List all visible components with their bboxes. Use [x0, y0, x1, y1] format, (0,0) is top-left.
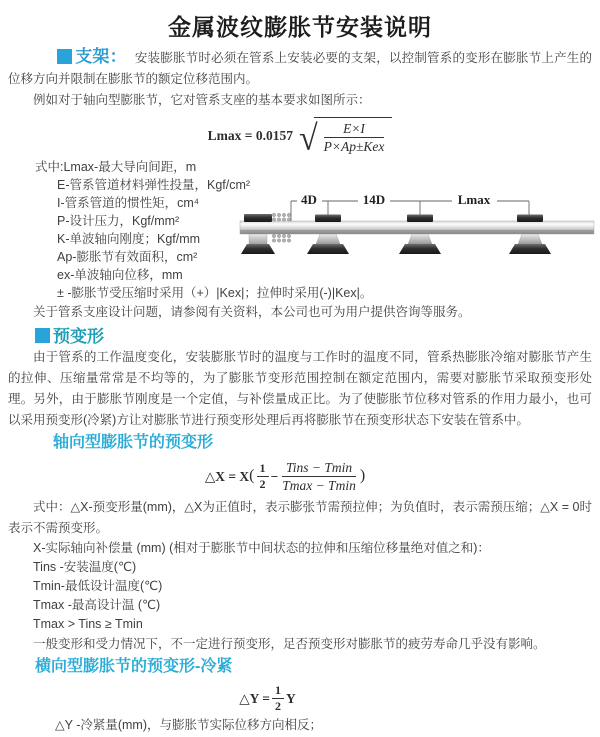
- half-numerator: 1: [272, 684, 284, 699]
- predeform-body-text: 由于管系的工作温度变化，安装膨胀节时的温度与工作时的温度不同，管系热膨胀冷缩对膨胀节产生的拉伸、压缩量常常是不均等的，为了膨胀节变形范围控制在额定范围内，需要对膨胀节采取预变形处理。另外，由于膨胀节刚度是一个定值，与补偿量成正比。为了使膨胀节位移对管系的作用力最小，也可以采用预变形(冷紧)方让对膨胀节进行预变形处理后再将膨胀节在预变形状态下安装在管系中。: [8, 350, 592, 427]
- axial-formula-lhs: △X = X: [204, 468, 250, 484]
- definitions-and-diagram: [0, 158, 600, 302]
- half-denominator: 2: [274, 699, 281, 713]
- temperature-fraction: [282, 460, 356, 493]
- pipe: [240, 221, 594, 234]
- definition-item: E-管系管道材料弹性投量，Kgf/cm²: [57, 178, 251, 192]
- formula-fraction: [324, 121, 385, 154]
- dim-label-lmax: Lmax: [457, 192, 491, 207]
- minus-sign: −: [270, 468, 279, 484]
- definition-item: Tins -安装温度(℃): [33, 560, 137, 574]
- predeform-section-heading-row: [35, 327, 600, 347]
- lateral-formula-rhs: Y: [285, 690, 296, 706]
- one-half-fraction: [257, 462, 269, 491]
- half-numerator: 1: [257, 462, 269, 477]
- dim-label-4d: 4D: [301, 192, 317, 207]
- axial-predeform-formula: [0, 460, 570, 493]
- support-example-text: 例如对于轴向型膨胀节，它对管系支座的基本要求如图所示：: [33, 93, 371, 107]
- lateral-note: △Y -冷紧量(mm)，与膨胀节实际位移方向相反；: [55, 718, 323, 732]
- definition-item: Tmax > Tins ≥ Tmin: [33, 617, 143, 631]
- formula-prefix: Lmax = 0.0157: [207, 127, 293, 143]
- support-intro-paragraph: [8, 48, 592, 90]
- close-paren: ): [359, 466, 366, 484]
- section-marker-icon: [35, 328, 50, 343]
- support-intro-text: 安装膨胀节时必须在管系上安装必要的支架，以控制管系的变形在膨胀节上产生的位移方向并限制在膨胀节的额定位移范围内。: [8, 51, 592, 86]
- temp-denominator: Tmax − Tmin: [282, 478, 356, 493]
- one-half-fraction: [272, 684, 284, 713]
- lateral-formula-lhs: △Y =: [239, 690, 270, 706]
- fraction-denominator: P×Ap±Kex: [323, 139, 385, 154]
- definition-item: ex-单波轴向位移，mm: [57, 268, 183, 282]
- definition-item: K-单波轴向刚度；Kgf/mm: [57, 232, 201, 246]
- definition-item: X-实际轴向补偿量 (mm) (相对于膨胀节中间状态的拉伸和压缩位移量绝对值之和)：: [33, 541, 490, 555]
- predeform-section-heading: 预变形: [53, 327, 104, 346]
- axial-formula-explain: 式中：△X-预变形量(mm)，△X为正值时，表示膨张节需预拉伸；为负值时，表示需预压缩；△X = 0时表示不需预变形。: [8, 500, 592, 535]
- definition-item: P-设计压力，Kgf/mm²: [57, 214, 180, 228]
- lateral-subheading: 横向型膨胀节的预变形-冷紧: [35, 658, 233, 675]
- consult-note: 关于管系支座设计问题，请参阅有关资料，本公司也可为用户提供咨询等服务。: [33, 305, 471, 319]
- axial-note: 一般变形和受力情况下，不一定进行预变形，足否预变形对膨胀节的疲劳寿命几乎没有影响。: [33, 637, 546, 651]
- section-marker-icon: [57, 49, 72, 64]
- sqrt-body: [314, 117, 393, 154]
- dim-label-14d: 14D: [362, 192, 386, 207]
- definition-item: Tmin-最低设计温度(℃): [33, 579, 163, 593]
- definition-item: Ap-膨胀节有效面积，cm²: [57, 250, 198, 264]
- guide-spacing-formula: Lmax = 0.0157 √ $\frac{E\times I}{\text{P×Ap±Kex}}$: [0, 117, 600, 154]
- fraction-numerator: E×I: [324, 121, 385, 138]
- definition-item: ± -膨胀节受压缩时采用（+）|Kex|；拉伸时采用(-)|Kex|。: [57, 286, 373, 300]
- support-section-heading: 支架：: [75, 47, 127, 66]
- half-denominator: 2: [259, 477, 266, 491]
- open-paren: (: [249, 466, 255, 484]
- page-title: 金属波纹膨胀节安装说明: [168, 14, 432, 40]
- definition-item: Tmax -最高设计温 (℃): [33, 598, 161, 612]
- axial-definitions-list: [0, 539, 600, 634]
- pipe-support-diagram: [238, 186, 596, 284]
- lateral-coldpull-formula: [0, 684, 535, 713]
- definition-item: I-管系管道的惯性矩，cm⁴: [57, 196, 200, 210]
- temp-numerator: Tins − Tmin: [282, 460, 356, 477]
- definition-item: 式中:Lmax-最大导向间距，m: [35, 160, 197, 174]
- axial-subheading: 轴向型膨胀节的预变形: [53, 434, 214, 451]
